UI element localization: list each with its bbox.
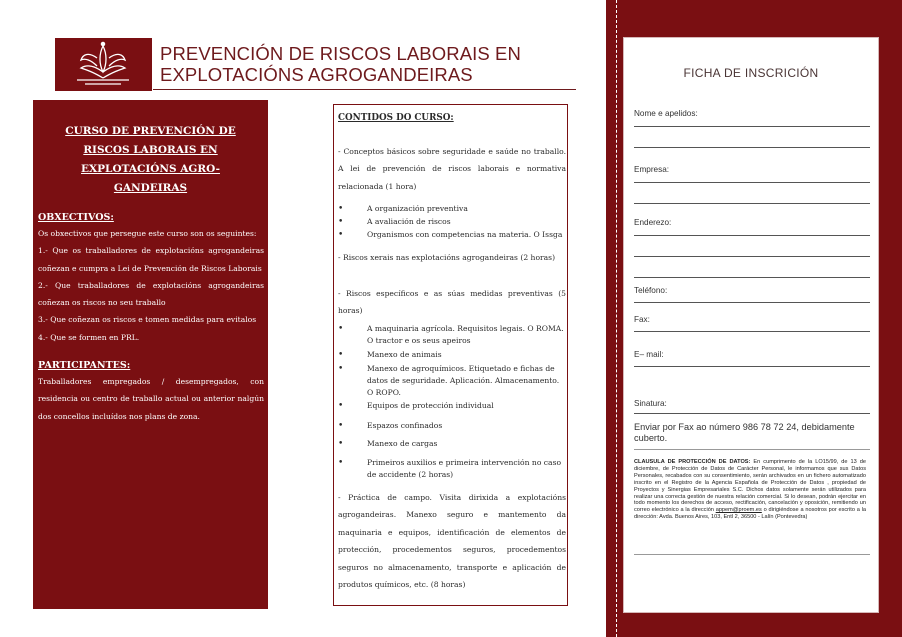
company-field-line-2[interactable] (634, 203, 870, 204)
participants-heading: PARTICIPANTES: (38, 360, 131, 372)
company-field[interactable] (634, 182, 870, 183)
contents-heading: CONTIDOS DO CURSO: (338, 113, 454, 123)
course-title: CURSO DE PREVENCIÓN DE RISCOS LABORAIS EN EXPLOTACIÓNS AGRO-GANDEIRAS (65, 125, 236, 194)
bullet-icon: • (338, 230, 344, 240)
phone-field[interactable] (634, 302, 870, 303)
clause-divider (634, 449, 870, 450)
objective-item: 2.- Que traballadores de explotacións agrogandeiras coñezan os riscos no seu traballo (38, 280, 264, 308)
form-title: FICHA DE INSCRICIÓN (683, 66, 819, 80)
bullet-icon: • (338, 401, 344, 411)
title-divider (153, 89, 576, 90)
title-line-1: PREVENCIÓN DE RISCOS LABORAIS EN (160, 43, 521, 64)
registration-form (623, 37, 879, 613)
name-label: Nome e apelidos: (634, 109, 698, 118)
ornament-logo (55, 38, 152, 91)
fax-label: Fax: (634, 315, 650, 324)
bullet-icon: • (338, 204, 344, 214)
bullet-icon: • (338, 421, 344, 431)
clause-tail: o dirigiéndose a nosotros por escrito a la dirección: Avda. Buenos Aires, 103, Entl 2, 36500 - Lalín (Pontevedra) (634, 507, 866, 521)
objective-item: 4.- Que se formen en PRL. (38, 332, 140, 342)
objectives-heading: OBXECTIVOS: (38, 212, 114, 223)
bullet-icon: • (338, 458, 344, 468)
contents-paragraph: - Riscos xerais nas explotacións agrogandeiras (2 horas) (338, 253, 556, 262)
clause-heading: CLAUSULA DE PROTECCIÓN DE DATOS: (634, 459, 751, 465)
data-protection-clause (634, 459, 866, 521)
address-label: Enderezo: (634, 218, 672, 227)
send-instructions: Enviar por Fax ao número 986 78 72 24, debidamente cuberto. (634, 422, 855, 443)
contents-paragraph: - Conceptos básicos sobre seguridade e saúde no traballo. A lei de prevención de riscos laborais e normativa relacionada (1 hora) (338, 147, 566, 191)
bullet-icon: • (338, 324, 344, 334)
signature-field[interactable] (634, 413, 870, 414)
contents-paragraph: - Riscos específicos e as súas medidas preventivas (5 horas) (338, 289, 566, 316)
phone-label: Teléfono: (634, 286, 668, 295)
address-field-line-2[interactable] (634, 256, 870, 257)
bullet-icon: • (338, 217, 344, 227)
name-field[interactable] (634, 126, 870, 127)
objective-item: 3.- Que coñezan os riscos e tomen medidas para evitalos (38, 315, 257, 325)
bullet-icon: • (338, 350, 344, 360)
fax-field[interactable] (634, 331, 870, 332)
course-contents-panel: CONTIDOS DO CURSO: - Conceptos básicos sobre seguridade e saúde no traballo. A lei de prevención de riscos laborais e normativa relacionada (1 hora) • A organización preventiva • A avaliación de riscos • Organismos con competencias na materia. O Issga - Riscos xerais nas explotacións agrogandeiras (2 horas) - Riscos específicos e as súas medidas preventivas (5 horas) • A maquinaria agrícola. Requisitos legais. O ROMA. O tractor e os seus apeiros • Manexo de animais • Manexo de agroquímicos. Etiquetado e fichas de datos de seguridade. Aplicación. Almacenamento. O ROPO. • Equipos de protección individual • Espazos confinados • Manexo de cargas • Primeiros auxilios e primeira intervención no caso de accidente (2 horas) - Práctica de campo. Visita dirixida a explotacións agrogandeiras. Manexo seguro e mantemento da maquinaria e equipos, identificación de elementos de protección, procedementos seguros, procedementos seguros no almacenamento, transporte e aplicación de produtos químicos, etc. (8 horas) (333, 104, 568, 606)
page-title (160, 43, 560, 85)
address-field[interactable] (634, 235, 870, 236)
bullet-icon: • (338, 364, 344, 374)
contents-paragraph: - Práctica de campo. Visita dirixida a explotacións agrogandeiras. Manexo seguro e mantemento da maquinaria e equipos, identificación de elementos de protección, procedementos seguros, procedementos seguros no almacenamento, transporte e aplicación de produtos químicos, etc. (8 horas) (338, 493, 566, 590)
objectives-intro: Os obxectivos que persegue este curso son os seguintes: (38, 229, 257, 238)
course-info-panel (33, 100, 268, 609)
cut-line (616, 0, 617, 637)
fleur-ornament-icon (55, 38, 152, 91)
title-line-2: EXPLOTACIÓNS AGROGANDEIRAS (160, 64, 473, 85)
company-label: Empresa: (634, 165, 670, 174)
clause-text: En cumprimento de la LO15/99, de 13 de diciembre, de Protección de Datos de Carácter Personal, le informamos que sus Datos Personales, recabados con su consentimiento, serán archivados en un fichero automatizado inscrito en el Registro de la Agencia Española de Protección de Datos , propiedad de Proyectos y Sinergias Empresariales S.C. Dichos datos solamente serán utilizados para realizar una correcta gestión de nuestra relación comercial. Si lo desean, podrán ejercitar en todo momento los derechos de acceso, rectificación, cancelación y oposición, remitiendo un correo electrónico a la dirección (634, 459, 866, 514)
address-field-line-3[interactable] (634, 277, 870, 278)
participants-text: Traballadores empregados / desempregados, con residencia ou centro de traballo actual ou anterior nalgún dos concellos incluídos nos plans de zona. (38, 377, 264, 421)
objective-item: 1.- Que os traballadores de explotacións agrogandeiras coñezan e cumpra a Lei de Prevención de Riscos Laborais (38, 246, 264, 273)
email-field[interactable] (634, 366, 870, 367)
clause-email-link[interactable]: appem@proem.es (715, 507, 762, 514)
name-field-line-2[interactable] (634, 147, 870, 148)
clause-bottom-divider (634, 554, 870, 555)
bullet-icon: • (338, 439, 344, 449)
signature-label: Sinatura: (634, 399, 667, 408)
email-label: E– mail: (634, 350, 664, 359)
